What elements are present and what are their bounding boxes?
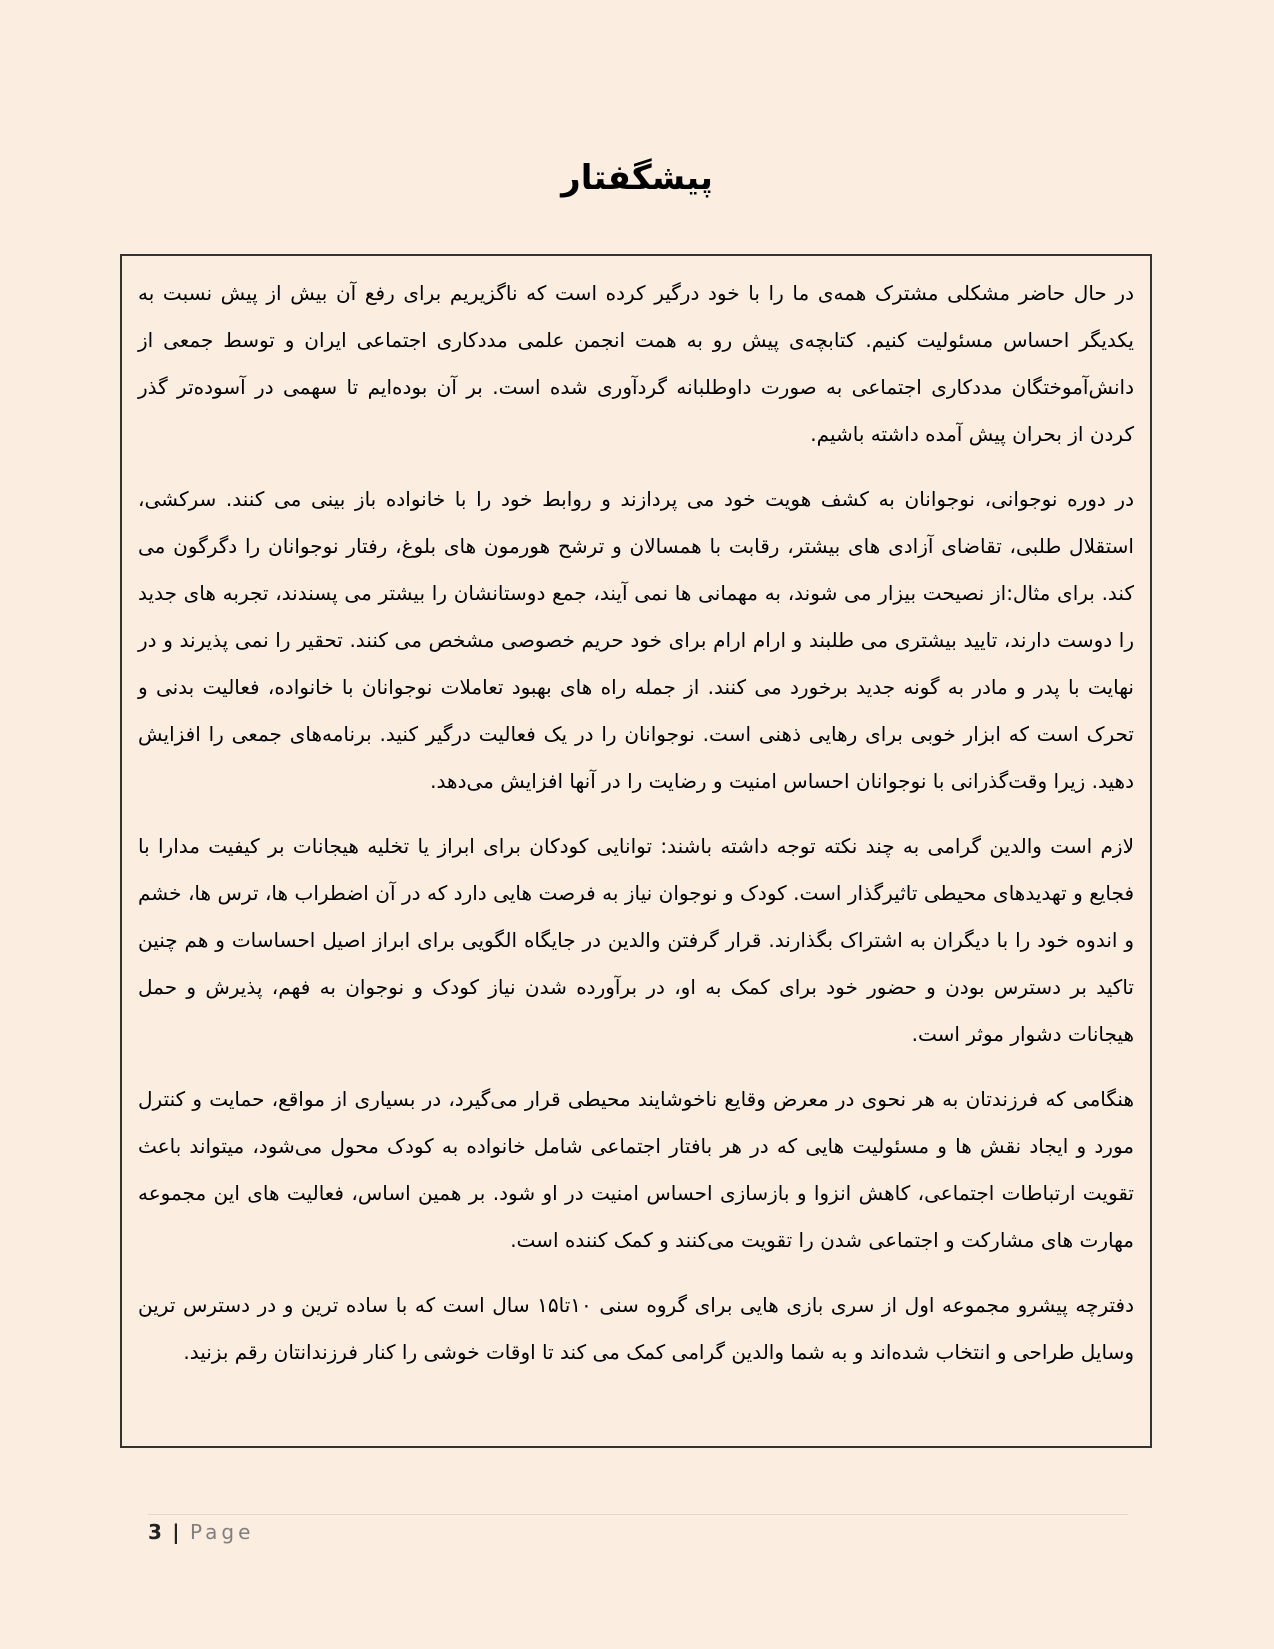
paragraph-1: در حال حاضر مشکلی مشترک همه‌ی ما را با خود درگیر کرده است که ناگزیریم برای رفع آن بیش از پیش نسبت به یکدیگر احساس مسئولیت کنیم. کتابچه‌ی پیش رو به همت انجمن علمی مددکاری اجتماعی ایران و توسط جمعی از دانش‌آموختگان مددکاری اجتماعی به صورت داوطلبانه گردآوری شده است. بر آن بوده‌ایم تا سهمی در آسوده‌تر گذر کردن از بحران پیش آمده داشته باشیم. [138, 281, 1134, 446]
page-label: Page [189, 1520, 255, 1544]
paragraph-4: هنگامی که فرزندتان به هر نحوی در معرض وقایع ناخوشایند محیطی قرار می‌گیرد، در بسیاری از مواقع، حمایت و کنترل مورد و ایجاد نقش ها و مسئولیت هایی که در هر بافتار اجتماعی شامل خانواده به کودک محول می‌شود، میتواند باعث تقویت ارتباطات اجتماعی، کاهش انزوا و بازسازی احساس امنیت در او شود. بر همین اساس، فعالیت های این مجموعه مهارت های مشارکت و اجتماعی شدن را تقویت می‌کنند و کمک کننده است. [138, 1087, 1134, 1252]
page-footer [148, 1520, 254, 1544]
paragraph-3: لازم است والدین گرامی به چند نکته توجه داشته باشند: توانایی کودکان برای ابراز یا تخلیه هیجانات بر کیفیت مدارا با فجایع و تهدیدهای محیطی تاثیرگذار است. کودک و نوجوان نیاز به فرصت هایی دارد که در آن اضطراب ها، ترس ها، خشم و اندوه خود را با دیگران به اشتراک بگذارند. قرار گرفتن والدین در جایگاه الگویی برای ابراز اصیل احساسات و هم چنین تاکید بر دسترس بودن و حضور خود برای کمک به او، در برآورده شدن نیاز کودک و نوجوان به فهم، پذیرش و حمل هیجانات دشوار موثر است. [138, 834, 1134, 1046]
page-title: پیشگفتار [561, 158, 713, 198]
paragraph-2: در دوره نوجوانی، نوجوانان به کشف هویت خود می پردازند و روابط خود را با خانواده باز بینی می کنند. سرکشی، استقلال طلبی، تقاضای آزادی های بیشتر، رقابت با همسالان و ترشح هورمون های بلوغ، رفتار نوجوانان را دگرگون می کند. برای مثال:از نصیحت بیزار می شوند، به مهمانی ها نمی آیند، جمع دوستانشان را بیشتر می پسندند، تجربه های جدید را دوست دارند، تایید بیشتری می طلبند و ارام ارام برای خود حریم خصوصی مشخص می کنند. تحقیر را نمی پذیرند و در نهایت با پدر و مادر به گونه جدید برخورد می کنند. از جمله راه های بهبود تعاملات نوجوانان با خانواده، فعالیت بدنی و تحرک است که ابزار خوبی برای رهایی ذهنی است. نوجوانان را در یک فعالیت درگیر کنید. برنامه‌های جمعی را افزایش دهید. زیرا وقت‌گذرانی با نوجوانان احساس امنیت و رضایت را در آنها افزایش می‌دهد. [138, 487, 1134, 793]
footer-divider [148, 1514, 1128, 1515]
paragraph-5: دفترچه پیشرو مجموعه اول از سری بازی هایی برای گروه سنی ۱۰تا۱۵ سال است که با ساده ترین و در دسترس ترین وسایل طراحی و انتخاب شده‌اند و به شما والدین گرامی کمک می کند تا اوقات خوشی را کنار فرزندانتان رقم بزنید. [138, 1293, 1134, 1364]
preface-box [120, 254, 1152, 1448]
footer-separator: | [172, 1520, 180, 1544]
page-number: 3 [148, 1520, 162, 1544]
